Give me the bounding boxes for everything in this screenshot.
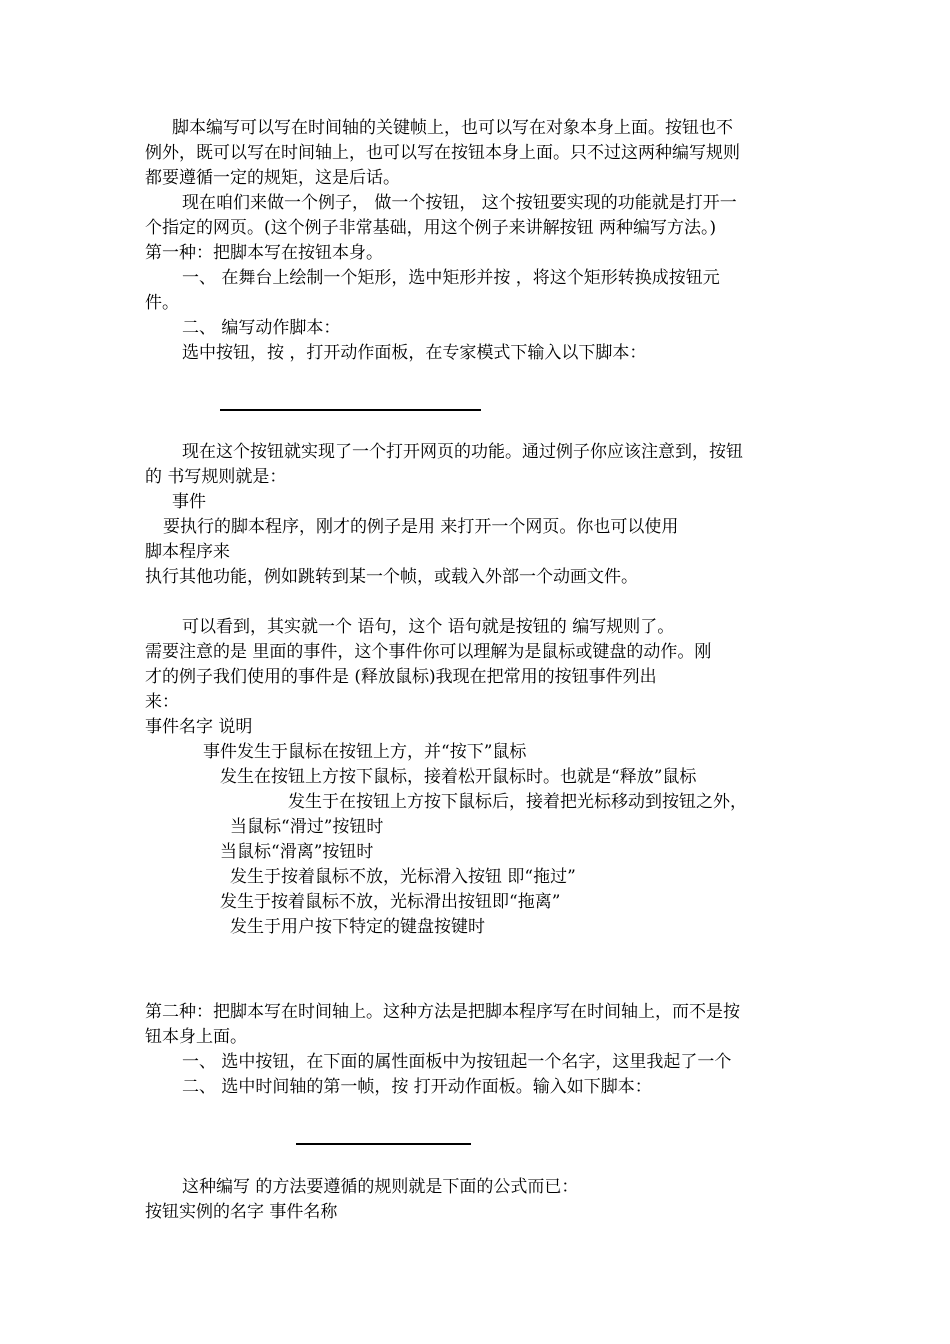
rule-event-line: 事件 <box>172 492 206 512</box>
paragraph-intro-line-2: 例外，既可以写在时间轴上，也可以写在按钮本身上面。只不过这两种编写规则 <box>145 143 740 163</box>
paragraph-on-line-3: 才的例子我们使用的事件是 (释放鼠标)我现在把常用的按钮事件列出 <box>145 667 657 687</box>
paragraph-on-line-1: 可以看到，其实就一个 语句，这个 语句就是按钮的 编写规则了。 <box>182 617 675 637</box>
event-row-rollover: 当鼠标“滑过”按钮时 <box>230 817 384 837</box>
method-one-heading: 第一种：把脚本写在按钮本身。 <box>145 243 383 263</box>
event-table-header: 事件名字 说明 <box>145 717 253 737</box>
paragraph-result-line-1: 现在这个按钮就实现了一个打开网页的功能。通过例子你应该注意到，按钮 <box>182 442 743 462</box>
event-row-dragover: 发生于按着鼠标不放，光标滑入按钮 即“拖过” <box>230 867 576 887</box>
event-row-release: 发生在按钮上方按下鼠标，接着松开鼠标时。也就是“释放”鼠标 <box>220 767 697 787</box>
event-row-keypress: 发生于用户按下特定的键盘按键时 <box>230 917 485 937</box>
paragraph-example-line-2: 个指定的网页。(这个例子非常基础，用这个例子来讲解按钮 两种编写方法。) <box>145 218 717 238</box>
paragraph-intro-line-1: 脚本编写可以写在时间轴的关键帧上，也可以写在对象本身上面。按钮也不 <box>172 118 733 138</box>
method-two-line-1: 第二种：把脚本写在时间轴上。这种方法是把脚本程序写在时间轴上，而不是按 <box>145 1002 740 1022</box>
rule-script-line-2: 脚本程序来 <box>145 542 230 562</box>
event-row-rollout: 当鼠标“滑离”按钮时 <box>220 842 374 862</box>
rule-script-line-1: 要执行的脚本程序，刚才的例子是用 来打开一个网页。你也可以使用 <box>163 517 679 537</box>
event-row-dragout: 发生于按着鼠标不放，光标滑出按钮即“拖离” <box>220 892 561 912</box>
script-placeholder-rule <box>220 409 481 411</box>
method-two-line-2: 钮本身上面。 <box>145 1027 247 1047</box>
script-placeholder-rule-2 <box>296 1143 471 1145</box>
method-two-step-two: 二、 选中时间轴的第一帧，按 打开动作面板。输入如下脚本： <box>182 1077 652 1097</box>
step-one-line-2: 件。 <box>145 293 179 313</box>
step-one-line-1: 一、 在舞台上绘制一个矩形，选中矩形并按 ，将这个矩形转换成按钮元 <box>182 268 720 288</box>
event-row-press: 事件发生于鼠标在按钮上方，并“按下”鼠标 <box>203 742 527 762</box>
rule-script-line-3: 执行其他功能，例如跳转到某一个帧，或载入外部一个动画文件。 <box>145 567 638 587</box>
step-two-line: 二、 编写动作脚本： <box>182 318 341 338</box>
event-row-release-outside: 发生于在按钮上方按下鼠标后，接着把光标移动到按钮之外， <box>288 792 747 812</box>
paragraph-on-line-4: 来： <box>145 692 179 712</box>
step-two-detail-line: 选中按钮，按 ，打开动作面板，在专家模式下输入以下脚本： <box>182 343 647 363</box>
paragraph-intro-line-3: 都要遵循一定的规矩，这是后话。 <box>145 168 400 188</box>
paragraph-on-line-2: 需要注意的是 里面的事件，这个事件你可以理解为是鼠标或键盘的动作。刚 <box>145 642 712 662</box>
paragraph-example-line-1: 现在咱们来做一个例子， 做一个按钮， 这个按钮要实现的功能就是打开一 <box>182 193 737 213</box>
method-two-step-one: 一、 选中按钮，在下面的属性面板中为按钮起一个名字，这里我起了一个 <box>182 1052 732 1072</box>
formula-line: 按钮实例的名字 事件名称 <box>145 1202 338 1222</box>
formula-intro-line: 这种编写 的方法要遵循的规则就是下面的公式而已： <box>182 1177 579 1197</box>
paragraph-result-line-2: 的 书写规则就是： <box>145 467 287 487</box>
